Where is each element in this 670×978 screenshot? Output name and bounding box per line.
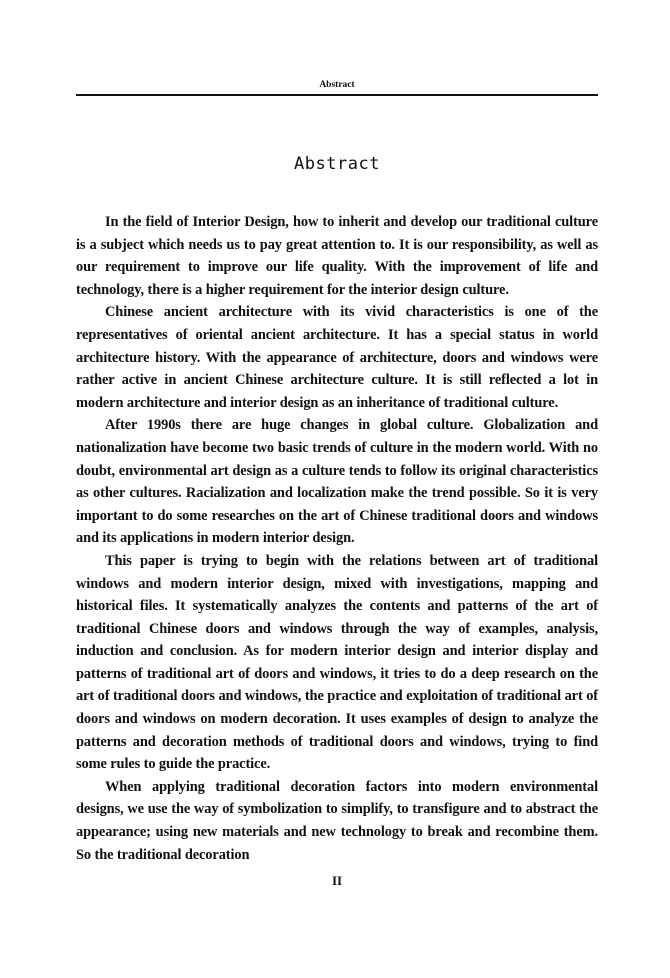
page-number: II	[331, 873, 343, 888]
header-rule	[76, 94, 598, 96]
paragraph-5: When applying traditional decoration factors into modern environmental designs, we use the way of symbolization to simplify, to transfigure and to abstract the appearance; using new materials and new technology to break and recombine them. So the traditional decoration	[76, 778, 598, 863]
paragraph-2: Chinese ancient architecture with its vivid characteristics is one of the representatives of oriental ancient architecture. It has a special status in world architecture history. With the appearance of architecture, doors and windows were rather active in ancient Chinese architecture culture. It is still reflected a lot in modern architecture and interior design as an inheritance of traditional culture.	[76, 304, 598, 411]
running-header: Abstract	[319, 80, 355, 90]
page-title: Abstract	[294, 154, 380, 174]
paragraph-4: This paper is trying to begin with the relations between art of traditional windows and modern interior design, mixed with investigations, mapping and historical files. It systematically analyzes the contents and patterns of the art of traditional Chinese doors and windows through the way of examples, analysis, induction and conclusion. As for modern interior design and interior display and patterns of traditional art of doors and windows, it tries to do a deep research on the art of traditional doors and windows, the practice and exploitation of traditional art of doors and windows on modern decoration. It uses examples of design to analyze the patterns and decoration methods of traditional doors and windows, trying to find some rules to guide the practice.	[76, 552, 598, 773]
abstract-body	[76, 211, 598, 866]
paragraph-1: In the field of Interior Design, how to inherit and develop our traditional culture is a subject which needs us to pay great attention to. It is our responsibility, as well as our requirement to improve our life quality. With the improvement of life and technology, there is a higher requirement for the interior design culture.	[76, 214, 598, 298]
paragraph-3: After 1990s there are huge changes in global culture. Globalization and nationalization have become two basic trends of culture in the modern world. With no doubt, environmental art design as a culture tends to follow its original characteristics as other cultures. Racialization and localization make the trend possible. So it is very important to do some researches on the art of Chinese traditional doors and windows and its applications in modern interior design.	[76, 417, 598, 547]
